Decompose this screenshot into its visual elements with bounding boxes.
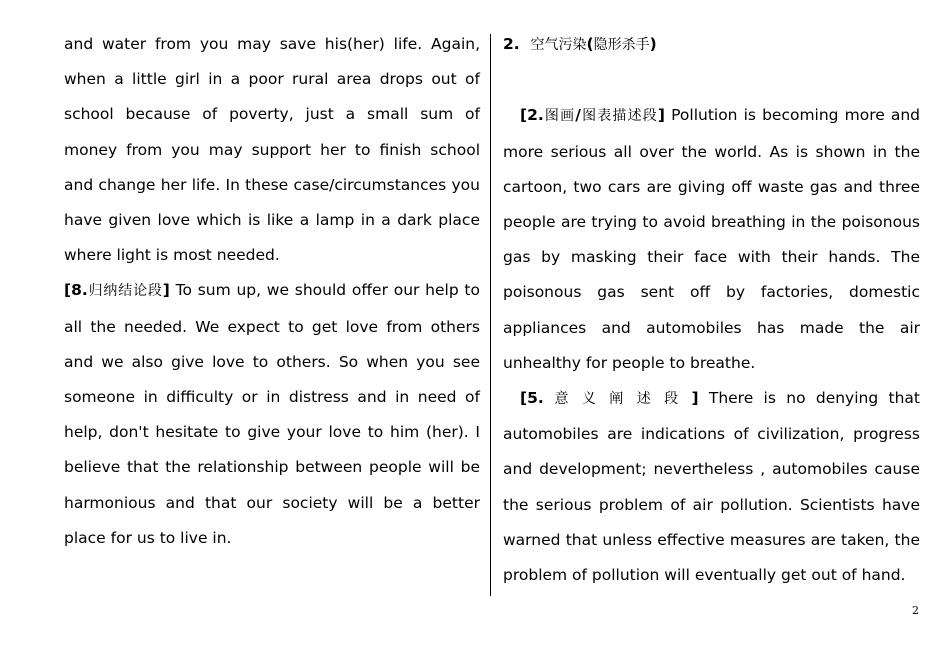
- section-tag-significance: [5. 意义阐述段]: [520, 389, 699, 408]
- left-paragraph-conclusion: [8.归纳结论段] To sum up, we should offer our help to all the needed. We expect to get love from others and we also give love to others. So when you see someone in difficulty or in distress and in need of help, don't hesitate to give your love to him (her). I believe that the relationship between people will be harmonious and that our society will be a better place for us to live in.: [64, 281, 480, 547]
- left-paragraph-continuation: and water from you may save his(her) life. Again, when a little girl in a poor rural area drops out of school because of poverty, just a small sum of money from you may support her to finish school and change her life. In these case/circumstances you have given love which is like a lamp in a dark place where light is most needed.: [64, 35, 480, 265]
- section-tag-conclusion: [8.归纳结论段]: [64, 281, 170, 300]
- left-column: [64, 27, 480, 556]
- column-divider: [490, 34, 491, 596]
- section-heading: 2. 空气污染(隐形杀手): [503, 35, 657, 53]
- page-number: 2: [912, 604, 919, 617]
- section-tag-description: [2.图画/图表描述段]: [520, 106, 666, 125]
- right-paragraph-significance: [5. 意义阐述段] There is no denying that automobiles are indications of civilization, progress and development; nevertheless , automobiles cause the serious problem of air pollution. Scientists have warned that unless effective measures are taken, the problem of pollution will eventually get out of hand.: [503, 389, 920, 585]
- right-paragraph-description: [2.图画/图表描述段] Pollution is becoming more and more serious all over the world. As is shown in the cartoon, two cars are giving off waste gas and three people are trying to avoid breathing in the poisonous gas by masking their face with their hands. The poisonous gas sent off by factories, domestic appliances and automobiles has made the air unhealthy for people to breathe.: [503, 106, 921, 372]
- blank-line: [503, 63, 920, 98]
- right-column: [503, 27, 920, 593]
